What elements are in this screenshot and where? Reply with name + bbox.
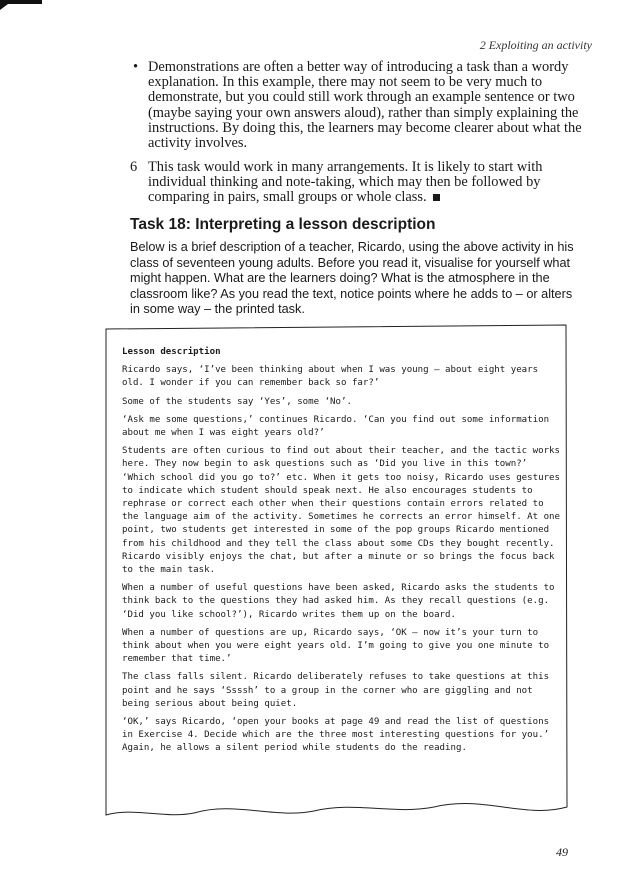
lesson-title: Lesson description (122, 347, 221, 357)
bullet-text: Demonstrations are often a better way of introducing a task than a wordy explanation. In this example, there may not seem to be very much to demonstrate, but you could still work through an example sentence or two (maybe saying your own answers aloud), rather than simply explaining the instructions. By doing this, the learners may become clearer about what the activity involves. (148, 59, 582, 152)
lesson-paragraph-1: Ricardo says, ‘I’ve been thinking about when I was young – about eight years old. I wonder if you can remember back so far?’ (122, 365, 539, 389)
lesson-description-box (104, 325, 569, 815)
running-head: 2 Exploiting an activity (479, 38, 592, 52)
bullet-paragraph (133, 59, 588, 152)
lesson-paragraph-8: ‘OK,’ says Ricardo, ‘open your books at page 49 and read the list of questions in Exercise 4. Decide which are the three most interesting questions for you.’ Again, he allows a silent period while students do the reading. (122, 717, 550, 754)
item-text (148, 160, 590, 206)
bullet-icon: • (133, 59, 139, 75)
lesson-paragraph-3: ‘Ask me some questions,’ continues Ricardo. ‘Can you find out some information about me when I was eight years old?’ (122, 414, 550, 439)
numbered-item-6 (130, 160, 590, 206)
item-6-text: This task would work in many arrangements. It is likely to start with individual thinking and note-taking, which may then be followed by comparing in pairs, small groups or whole class. (148, 159, 543, 206)
lesson-paragraph-2: Some of the students say ‘Yes’, some ‘No’. (122, 396, 352, 407)
lesson-paragraph-5: When a number of useful questions have been asked, Ricardo asks the students to think back to the questions they had asked him. As they recall questions (e.g. ‘Did you like school?’), Ricardo writes them up on the board. (122, 583, 555, 620)
item-number: 6 (130, 159, 138, 175)
lesson-paragraph-4: Students are often curious to find out about their teacher, and the tactic works here. They now begin to ask questions such as ‘Did you live in this town?’ ‘Which school did you go to?’ etc. When it gets too noisy, Ricardo uses gestures to indicate which student should speak next. He also encourages students to rephrase or correct each other when their questions contain errors related to the language aim of the activity. Sometimes he corrects an error himself. At one point, two students get interested in some of the pop groups Ricardo mentioned from his childhood and they tell the class about some CDs they bought recently. Ricardo visibly enjoys the chat, but after a minute or so brings the focus back to the main task. (122, 446, 560, 576)
lesson-content (122, 346, 562, 761)
lesson-paragraph-6: When a number of questions are up, Ricardo says, ‘OK – now it’s your turn to think about when you were eight years old. I’m going to give you one minute to remember that time.’ (122, 627, 550, 665)
end-square-icon (433, 194, 440, 201)
task-heading: Task 18: Interpreting a lesson description (130, 216, 436, 233)
page-number: 49 (556, 845, 568, 859)
task-intro: Below is a brief description of a teacher, Ricardo, using the above activity in his class of seventeen young adults. Before you read it, visualise for yourself what might happen. What are the learners doing? What is the atmosphere in the classroom like? As you read the text, notice points where he adds to – or alters in some way – the printed task. (130, 240, 574, 317)
corner-mark (0, 0, 42, 10)
lesson-paragraph-7: The class falls silent. Ricardo deliberately refuses to take questions at this point and he says ‘Ssssh’ to a group in the corner who are giggling and not being serious about being quiet. (122, 672, 550, 709)
